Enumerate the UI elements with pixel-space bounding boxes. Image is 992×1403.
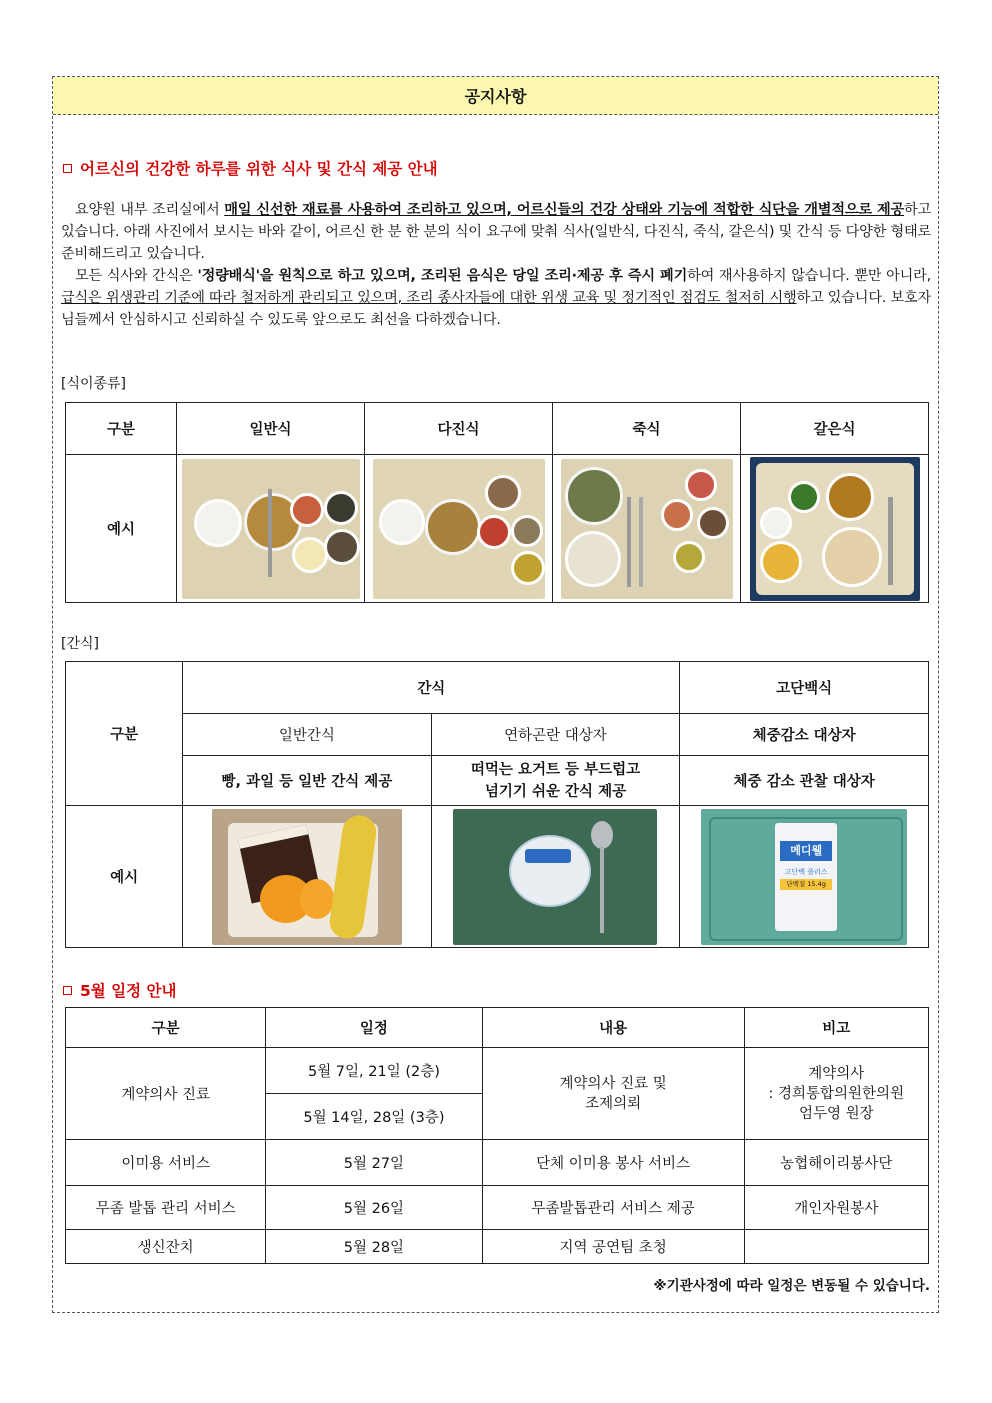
schedule-header-note: 비고	[744, 1008, 928, 1048]
schedule-table	[65, 1007, 929, 1264]
schedule-header-content: 내용	[482, 1008, 744, 1048]
drink-brand-label: 메디웰	[780, 841, 832, 861]
snacks-header-high-protein: 고단백식	[680, 662, 929, 714]
schedule-row-3-note: 개인자원봉사	[744, 1186, 928, 1230]
dysphagia-snack-cell	[431, 806, 680, 948]
snacks-sub-general: 일반간식	[183, 714, 432, 756]
minced-meal-cell	[365, 455, 553, 603]
schedule-footnote: ※기관사정에 따라 일정은 변동될 수 있습니다.	[653, 1278, 930, 1294]
porridge-meal-photo	[561, 459, 733, 599]
meal-types-table	[65, 402, 929, 603]
pureed-meal-cell	[741, 455, 929, 603]
schedule-row-1-content-line1: 계약의사 진료 및	[559, 1075, 667, 1092]
checkbox-bullet-icon	[63, 986, 72, 995]
snacks-header-category: 구분	[66, 662, 183, 806]
schedule-row-1-note-line3: 엄두영 원장	[798, 1105, 874, 1122]
schedule-row-4-content: 지역 공연팀 초청	[482, 1230, 744, 1264]
minced-meal-photo	[373, 459, 545, 599]
meal-types-row-label: 예시	[66, 455, 177, 603]
p1-text-c: 하고 있습니다. 아래 사진에서 보시는 바와 같이, 어르신 한 분 한 분의 식이 요구에 맞춰 식사(일반식, 다진식, 죽식, 갈은식) 및 간식 등 다양한 형태로 준비해드리고 있습니다.	[61, 202, 931, 262]
dysphagia-snack-photo	[453, 809, 657, 945]
schedule-row-3-content: 무좀발톱관리 서비스 제공	[482, 1186, 744, 1230]
snacks-sub-dysphagia: 연하곤란 대상자	[431, 714, 680, 756]
snacks-header-snack: 간식	[183, 662, 680, 714]
snacks-desc-dysphagia-line1: 떠먹는 요거트 등 부드럽고	[470, 761, 641, 778]
p1-text-emphasis: 매일 신선한 재료를 사용하여 조리하고 있으며, 어르신들의 건강 상태와 기능에 적합한 식단을 개별적으로 제공	[224, 202, 904, 218]
p1-text-a: 요양원 내부 조리실에서	[75, 202, 225, 218]
general-snack-cell	[183, 806, 432, 948]
snacks-desc-dysphagia-line2: 넘기기 쉬운 간식 제공	[484, 783, 627, 800]
schedule-row-2-note: 농협해이리봉사단	[744, 1140, 928, 1186]
meal-types-header-pureed: 갈은식	[741, 403, 929, 455]
schedule-row-1-note-line2: : 경희통합의원한의원	[768, 1085, 905, 1102]
schedule-row-4-date: 5월 28일	[266, 1230, 482, 1264]
schedule-row-1-date-1: 5월 7일, 21일 (2층)	[266, 1048, 482, 1094]
snacks-sub-weight-loss: 체중감소 대상자	[680, 714, 929, 756]
schedule-row-1-note	[744, 1048, 928, 1140]
snacks-table	[65, 661, 929, 948]
schedule-row-1-content	[482, 1048, 744, 1140]
meal-section-title-text: 어르신의 건강한 하루를 위한 식사 및 간식 제공 안내	[80, 160, 438, 178]
meal-section-title	[63, 157, 438, 179]
schedule-row-2-date: 5월 27일	[266, 1140, 482, 1186]
notice-header	[53, 77, 938, 115]
schedule-row-4-note	[744, 1230, 928, 1264]
snacks-desc-general: 빵, 과일 등 일반 간식 제공	[183, 756, 432, 806]
schedule-header-category: 구분	[66, 1008, 266, 1048]
schedule-row-1-note-line1: 계약의사	[808, 1065, 865, 1082]
meal-types-label: [식이종류]	[61, 376, 127, 392]
schedule-row-1-category: 계약의사 진료	[66, 1048, 266, 1140]
p2-text-underline: 급식은 위생관리 기준에 따라 철저하게 관리되고 있으며, 조리 종사자들에 대한 위생 교육 및 정기적인 점검도 철저히 시행	[61, 290, 797, 306]
p2-text-emphasis: '정량배식'을 원칙으로 하고 있으며, 조리된 음식은 당일 조리·제공 후 즉시 폐기	[197, 268, 688, 284]
schedule-row-1-content-line2: 조제의뢰	[585, 1095, 642, 1112]
snacks-desc-dysphagia	[431, 756, 680, 806]
high-protein-snack-cell	[680, 806, 929, 948]
snacks-row-label: 예시	[66, 806, 183, 948]
drink-sub-label: 고단백 플러스	[784, 867, 828, 876]
schedule-row-4-category: 생신잔치	[66, 1230, 266, 1264]
meal-paragraph-1	[61, 199, 931, 265]
schedule-row-2-category: 이미용 서비스	[66, 1140, 266, 1186]
meal-types-header-minced: 다진식	[365, 403, 553, 455]
meal-paragraph-2	[61, 265, 931, 331]
schedule-header-date: 일정	[266, 1008, 482, 1048]
schedule-row-3-category: 무좀 발톱 관리 서비스	[66, 1186, 266, 1230]
p2-text-c: 하여 재사용하지 않습니다. 뿐만 아니라,	[687, 268, 931, 284]
meal-types-header-general: 일반식	[177, 403, 365, 455]
schedule-section-title	[63, 979, 176, 1001]
snacks-label: [간식]	[61, 636, 99, 652]
p2-text-a: 모든 식사와 간식은	[75, 268, 198, 284]
p2-text-e: 하고 있습니다. 보호자님들께서 안심하시고 신뢰하실 수 있도록 앞으로도 최선을 다하겠습니다.	[61, 290, 931, 328]
snacks-desc-weight-loss: 체중 감소 관찰 대상자	[680, 756, 929, 806]
porridge-meal-cell	[553, 455, 741, 603]
general-meal-cell	[177, 455, 365, 603]
drink-tag-label: 단백질 15.4g	[780, 879, 832, 890]
general-meal-photo	[182, 459, 360, 599]
schedule-section-title-text: 5월 일정 안내	[80, 982, 177, 1000]
high-protein-snack-photo	[701, 809, 907, 945]
pureed-meal-photo	[750, 457, 920, 601]
schedule-row-2-content: 단체 이미용 봉사 서비스	[482, 1140, 744, 1186]
schedule-row-3-date: 5월 26일	[266, 1186, 482, 1230]
checkbox-bullet-icon	[63, 164, 72, 173]
meal-types-header-category: 구분	[66, 403, 177, 455]
schedule-row-1-date-2: 5월 14일, 28일 (3층)	[266, 1094, 482, 1140]
meal-types-header-porridge: 죽식	[553, 403, 741, 455]
notice-title: 공지사항	[464, 87, 527, 106]
notice-frame	[52, 76, 939, 1313]
general-snack-photo	[212, 809, 402, 945]
